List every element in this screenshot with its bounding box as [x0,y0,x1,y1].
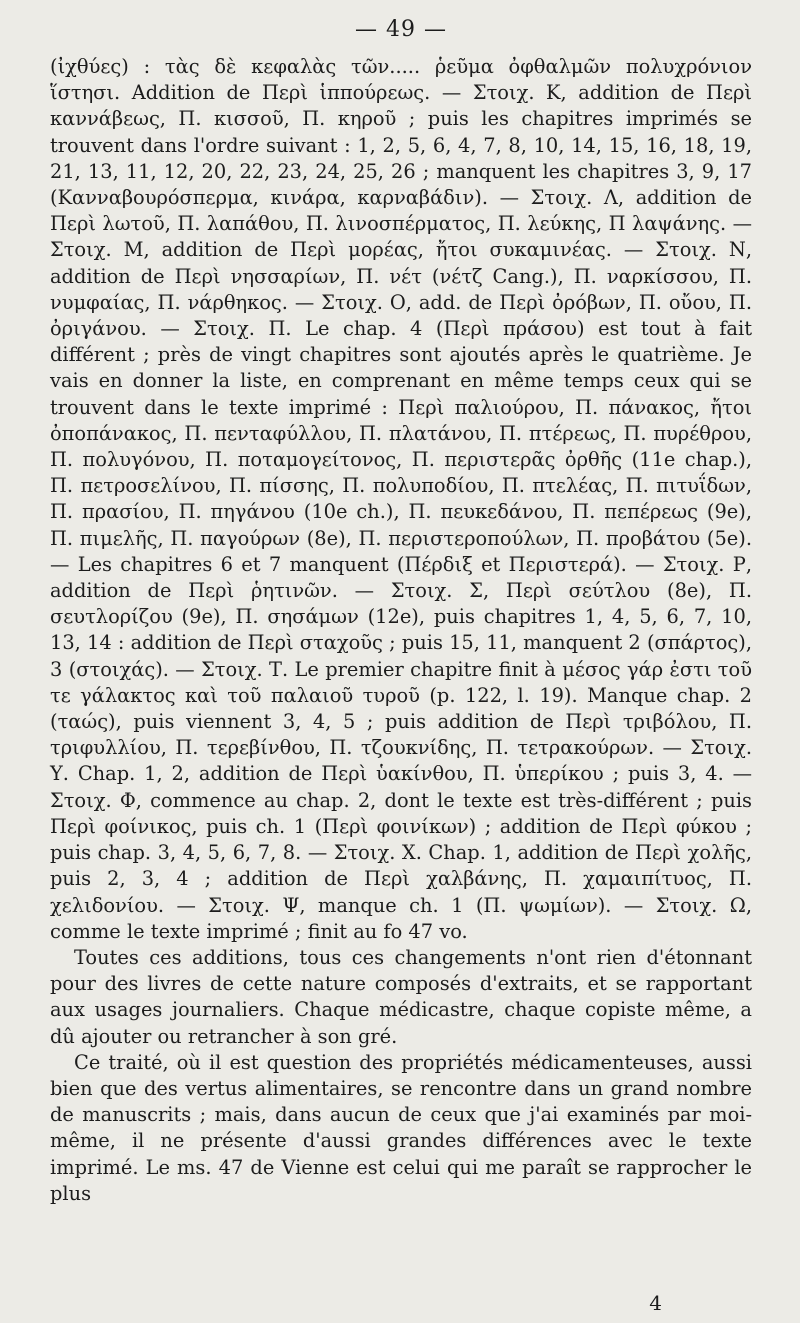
signature-mark: 4 [649,1291,662,1315]
paragraph-3: Ce traité, où il est question des propriétés médicamenteuses, aussi bien que des vertus alimentaires, se rencontre dans un grand nombre de manuscrits ; mais, dans aucun de ceux que j'ai examinés par moi-même, il ne présente d'aussi grandes différences avec le texte imprimé. Le ms. 47 de Vienne est celui qui me paraît se rapprocher le plus [50,1050,752,1205]
page-number: — 49 — [355,17,447,42]
paragraph-1: (ἰχθύες) : τὰς δὲ κεφαλὰς τῶν..... ῥεῦμα ὀφθαλμῶν πολυχρόνιον ἵστησι. Addition de Περὶ ἱππούρεως. — Στοιχ. Κ, addition de Περὶ καννάβεως, Π. κισσοῦ, Π. κηροῦ ; puis les chapitres imprimés se trouvent dans l'ordre suivant : 1, 2, 5, 6, 4, 7, 8, 10, 14, 15, 16, 18, 19, 21, 13, 11, 12, 20, 22, 23, 24, 25, 26 ; manquent les chapitres 3, 9, 17 (Κανναβουρόσπερμα, κινάρα, καρναβάδιν). — Στοιχ. Λ, addition de Περὶ λωτοῦ, Π. λαπάθου, Π. λινοσπέρματος, Π. λεύκης, Π λαψάνης. — Στοιχ. Μ, addition de Περὶ μορέας, ἤτοι συκαμινέας. — Στοιχ. Ν, addition de Περὶ νησσαρίων, Π. νέτ (νέτζ Cang.), Π. ναρκίσσου, Π. νυμφαίας, Π. νάρθηκος. — Στοιχ. Ο, add. de Περὶ ὀρόβων, Π. οὔου, Π. ὀριγάνου. — Στοιχ. Π. Le chap. 4 (Περὶ πράσου) est tout à fait différent ; près de vingt chapitres sont ajoutés après le quatrième. Je vais en donner la liste, en comprenant en même temps ceux qui se trouvent dans le texte imprimé : Περὶ παλιούρου, Π. πάνακος, ἤτοι ὀποπάνακος, Π. πενταφύλλου, Π. πλατάνου, Π. πτέρεως, Π. πυρέθρου, Π. πολυγόνου, Π. ποταμογείτονος, Π. περιστερᾶς ὀρθῆς (11e chap.), Π. πετροσελίνου, Π. πίσσης, Π. πολυποδίου, Π. πτελέας, Π. πιτυΐδων, Π. πρασίου, Π. πηγάνου (10e ch.), Π. πευκεδάνου, Π. πεπέρεως (9e), Π. πιμελῆς, Π. παγούρων (8e), Π. περιστεροπούλων, Π. προβάτου (5e). — Les chapitres 6 et 7 manquent (Πέρδιξ et Περιστερά). — Στοιχ. Ρ, addition de Περὶ ῥητινῶν. — Στοιχ. Σ, Περὶ σεύτλου (8e), Π. σευτλορίζου (9e), Π. σησάμων (12e), puis chapitres 1, 4, 5, 6, 7, 10, 13, 14 : addition de Περὶ σταχοῦς ; puis 15, 11, manquent 2 (σπάρτος), 3 (στοιχάς). — Στοιχ. Τ. Le premier chapitre finit à μέσος γάρ ἐστι τοῦ τε γάλακτος καὶ τοῦ παλαιοῦ τυροῦ (p. 122, l. 19). Manque chap. 2 (ταώς), puis viennent 3, 4, 5 ; puis addition de Περὶ τριβόλου, Π. τριφυλλίου, Π. τερεβίνθου, Π. τζουκνίδης, Π. τετρακούρων. — Στοιχ. Υ. Chap. 1, 2, addition de Περὶ ὑακίνθου, Π. ὑπερίκου ; puis 3, 4. — Στοιχ. Φ, commence au chap. 2, dont le texte est très-différent ; puis Περὶ φοίνικος, puis ch. 1 (Περὶ φοινίκων) ; addition de Περὶ φύκου ; puis chap. 3, 4, 5, 6, 7, 8. — Στοιχ. Χ. Chap. 1, addition de Περὶ χολῆς, puis 2, 3, 4 ; addition de Περὶ χαλβάνης, Π. χαμαιπίτυος, Π. χελιδονίου. — Στοιχ. Ψ, manque ch. 1 (Π. ψωμίων). — Στοιχ. Ω, comme le texte imprimé ; finit au fo 47 vo. [50,55,752,943]
body-text [50,54,752,1207]
paragraph-2: Toutes ces additions, tous ces changements n'ont rien d'étonnant pour des livres de cette nature composés d'extraits, et se rapportant aux usages journaliers. Chaque médicastre, chaque copiste même, a dû ajouter ou retrancher à son gré. [50,945,752,1048]
